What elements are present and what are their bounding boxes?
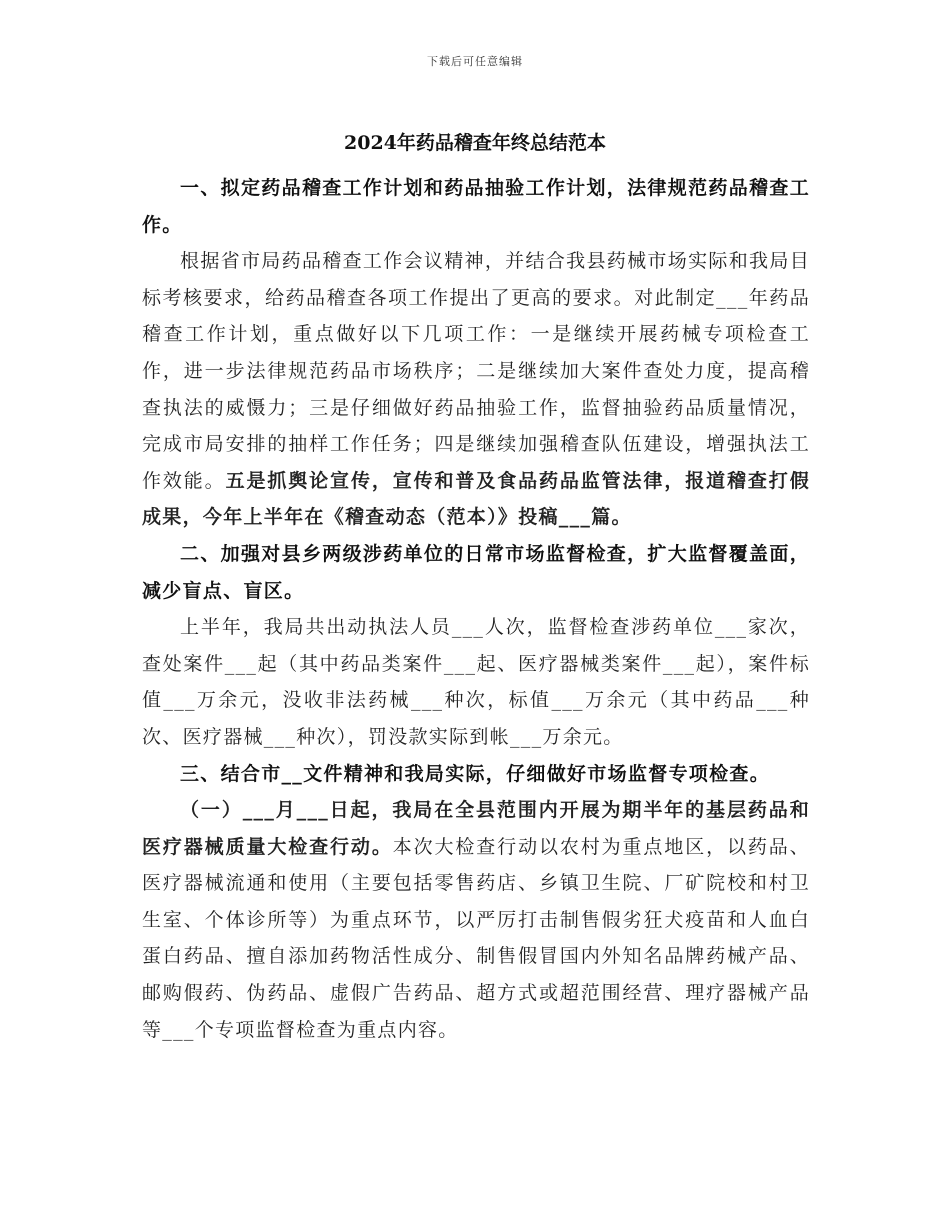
- section-1-paragraph: [142, 243, 810, 536]
- section-1-paragraph-plain: 根据省市局药品稽查工作会议精神，并结合我县药械市场实际和我局目标考核要求，给药品稽查各项工作提出了更高的要求。对此制定___年药品稽查工作计划，重点做好以下几项工作：一是继续开展药械专项检查工作，进一步法律规范药品市场秩序；二是继续加大案件查处力度，提高稽查执法的威慑力；三是仔细做好药品抽验工作，监督抽验药品质量情况，完成市局安排的抽样工作任务；四是继续加强稽查队伍建设，增强执法工作效能。: [142, 250, 810, 492]
- section-3-heading: 三、结合市__文件精神和我局实际，仔细做好市场监督专项检查。: [180, 762, 771, 785]
- section-3-paragraph: [142, 792, 810, 1048]
- section-2-heading: 二、加强对县乡两级涉药单位的日常市场监督检查，扩大监督覆盖面，减少盲点、盲区。: [142, 542, 810, 602]
- section-3-paragraph-plain: 本次大检查行动以农村为重点地区，以药品、医疗器械流通和使用（主要包括零售药店、乡镇卫生院、厂矿院校和村卫生室、个体诊所等）为重点环节，以严厉打击制售假劣狂犬疫苗和人血白蛋白药品、擅自添加药物活性成分、制售假冒国内外知名品牌药械产品、邮购假药、伪药品、虚假广告药品、超方式或超范围经营、理疗器械产品等___个专项监督检查为重点内容。: [142, 835, 810, 1041]
- section-2-paragraph: 上半年，我局共出动执法人员___人次，监督检查涉药单位___家次，查处案件___起（其中药品类案件___起、医疗器械类案件___起），案件标值___万余元，没收非法药械___种次，标值___万余元（其中药品___种次、医疗器械___种次），罚没款实际到帐___万余元。: [142, 616, 810, 748]
- section-3-paragraph-bold: （一）___月___日起，我局在全县范围内开展为期半年的基层药品和医疗器械质量大检查行动。: [142, 799, 810, 858]
- document-body: [142, 170, 810, 1048]
- section-1-paragraph-bold: 五是抓舆论宣传，宣传和普及食品药品监管法律，报道稽查打假成果，今年上半年在《稽查动态（范本）》投稿___篇。: [142, 469, 810, 529]
- header-note: 下载后可任意编辑: [427, 55, 523, 68]
- document-title: 2024年药品稽查年终总结范本: [344, 132, 606, 154]
- section-1-heading: 一、拟定药品稽查工作计划和药品抽验工作计划，法律规范药品稽查工作。: [142, 177, 810, 236]
